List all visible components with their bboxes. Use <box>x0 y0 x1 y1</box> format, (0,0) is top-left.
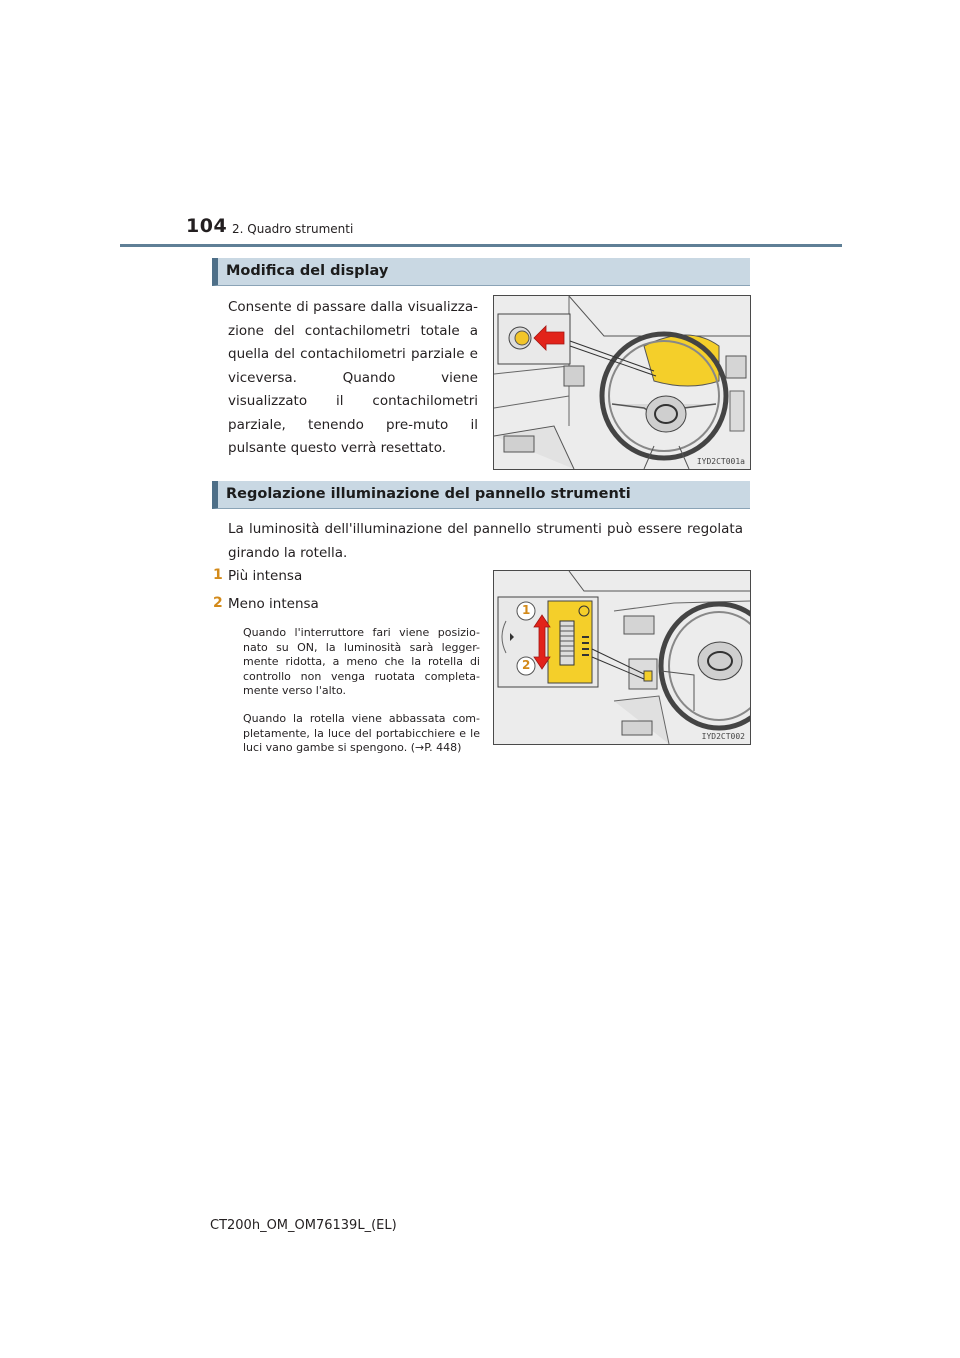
document-code: CT200h_OM_OM76139L_(EL) <box>210 1218 397 1233</box>
dimmer-illustration <box>493 570 751 745</box>
page-number: 104 <box>186 215 228 237</box>
item-number: 1 <box>213 567 223 583</box>
note-paragraph: Quando l'interruttore fari viene posizio-nato su ON, la luminosità sarà legger-mente ridotta, a meno che la rotella di controllo non venga ruotata completa-mente verso l'alto. <box>243 626 480 698</box>
callout-2: 2 <box>522 658 531 672</box>
section-heading-display <box>212 258 750 286</box>
item-label: Meno intensa <box>228 596 319 612</box>
figure-code: IYD2CT002 <box>701 732 745 741</box>
section-title: Regolazione illuminazione del pannello strumenti <box>226 486 631 502</box>
section-body: Consente di passare dalla visualizza-zione del contachilometri totale a quella del contachilometri parziale e viceversa. Quando viene visualizzato il contachilometri parziale, tenendo pre-muto il pulsante questo verrà resettato. <box>228 299 478 456</box>
section-title: Modifica del display <box>226 263 389 279</box>
item-number: 2 <box>213 595 223 611</box>
section-intro: La luminosità dell'illuminazione del pannello strumenti può essere regolata girando la rotella. <box>228 521 743 561</box>
dimmer-drawing <box>494 571 750 744</box>
header-rule <box>120 244 842 247</box>
note-paragraph: Quando la rotella viene abbassata com-pletamente, la luce del portabicchiere e le luci vano gambe si spengono. (→P. 448) <box>243 712 480 755</box>
callout-1: 1 <box>522 603 531 617</box>
figure-code: IYD2CT001a <box>696 457 745 466</box>
dashboard-drawing <box>494 296 750 469</box>
dashboard-illustration <box>493 295 751 470</box>
item-label: Più intensa <box>228 568 303 584</box>
running-title: 2. Quadro strumenti <box>232 222 354 236</box>
section-heading-illumination <box>212 481 750 509</box>
